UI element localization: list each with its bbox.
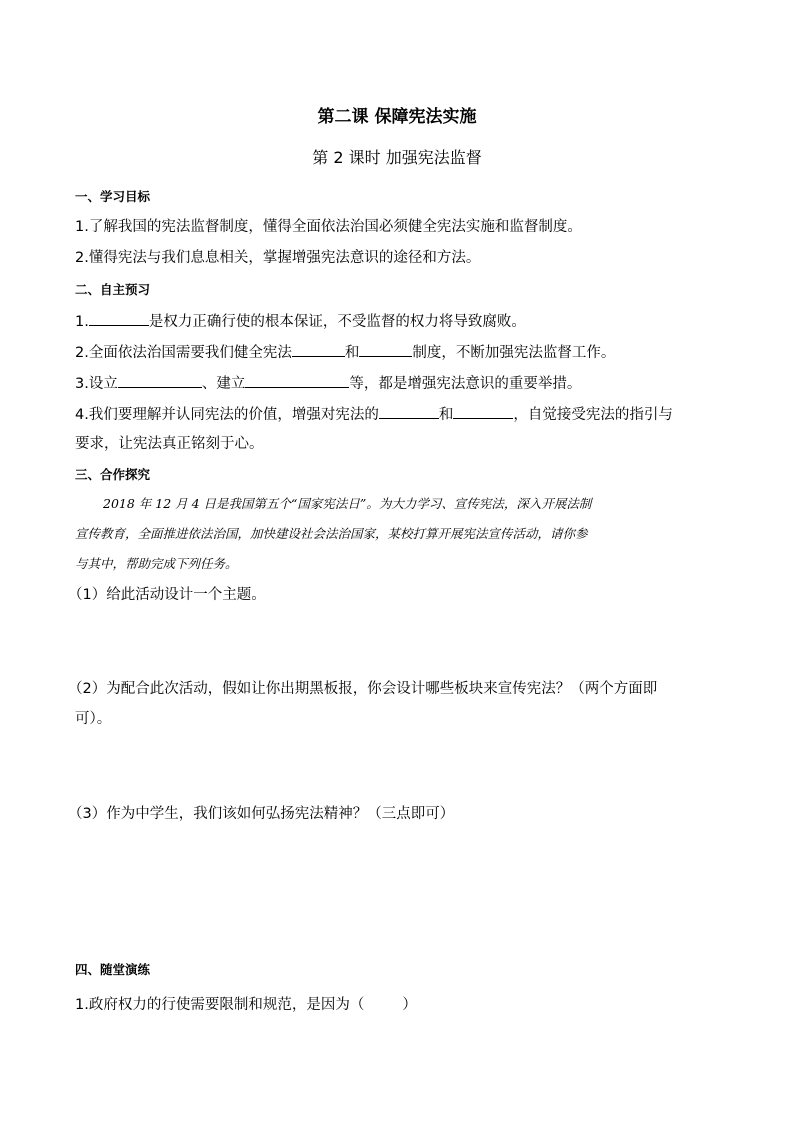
section-heading-practice: 四、随堂演练: [75, 962, 151, 977]
lesson-title: 第二课 保障宪法实施: [317, 107, 477, 127]
fill-blank[interactable]: [245, 373, 349, 388]
section-heading-preview: 二、自主预习: [75, 282, 151, 297]
goal-item-1: 1.了解我国的宪法监督制度，懂得全面依法治国必须健全宪法实施和监督制度。: [75, 219, 582, 235]
q2-prefix: 2.全面依法治国需要我们健全宪法: [75, 345, 292, 361]
preview-question-2: [75, 342, 723, 363]
q1-prefix: 1.: [75, 314, 89, 330]
section-heading-goals: 一、学习目标: [75, 189, 151, 204]
q4-prefix: 4.我们要理解并认同宪法的价值，增强对宪法的: [75, 407, 379, 423]
preview-question-4: [75, 404, 723, 425]
section-heading-explore: 三、合作探究: [75, 467, 151, 482]
fill-blank[interactable]: [359, 342, 412, 357]
fill-blank[interactable]: [292, 342, 345, 357]
practice-question-1: [75, 995, 723, 1015]
fill-blank[interactable]: [89, 311, 149, 326]
task-2-line-2: 可）。: [75, 711, 112, 727]
task-1: （1）给此活动设计一个主题。: [68, 587, 266, 603]
q2-suffix: 制度，不断加强宪法监督工作。: [412, 345, 616, 361]
fill-blank[interactable]: [453, 404, 513, 419]
fill-blank[interactable]: [379, 404, 439, 419]
practice-q1-suffix: ）: [402, 997, 417, 1013]
lesson-subtitle: 第 2 课时 加强宪法监督: [312, 148, 482, 167]
scenario-paragraph-line-3: 与其中，帮助完成下列任务。: [75, 556, 238, 571]
fill-blank[interactable]: [118, 373, 202, 388]
scenario-paragraph-line-2: 宣传教育，全面推进依法治国，加快建设社会法治国家，某校打算开展宪法宣传活动，请你参: [75, 526, 588, 541]
q3-prefix: 3.设立: [75, 376, 118, 392]
q3-suffix: 等，都是增强宪法意识的重要举措。: [349, 376, 582, 392]
preview-question-1: [75, 311, 723, 332]
task-2-line-1: （2）为配合此次活动，假如让你出期黑板报，你会设计哪些板块来宣传宪法？（两个方面即: [68, 681, 658, 697]
scenario-paragraph-line-1: 2018 年 12 月 4 日是我国第五个“国家宪法日”。为大力学习、宣传宪法，深入开展法制: [103, 496, 592, 511]
q1-suffix: 是权力正确行使的根本保证，不受监督的权力将导致腐败。: [148, 314, 526, 330]
q4-mid: 和: [438, 407, 454, 423]
practice-q1-prefix: 1.政府权力的行使需要限制和规范，是因为（: [75, 997, 365, 1013]
task-3: （3）作为中学生，我们该如何弘扬宪法精神？（三点即可）: [68, 806, 455, 822]
q2-mid: 和: [344, 345, 360, 361]
goal-item-2: 2.懂得宪法与我们息息相关，掌握增强宪法意识的途径和方法。: [75, 250, 481, 266]
q4-suffix: ，自觉接受宪法的指引与: [513, 407, 673, 423]
q3-mid: 、建立: [201, 376, 246, 392]
preview-question-3: [75, 373, 723, 394]
preview-question-4-line2: 要求，让宪法真正铭刻于心。: [75, 436, 264, 452]
